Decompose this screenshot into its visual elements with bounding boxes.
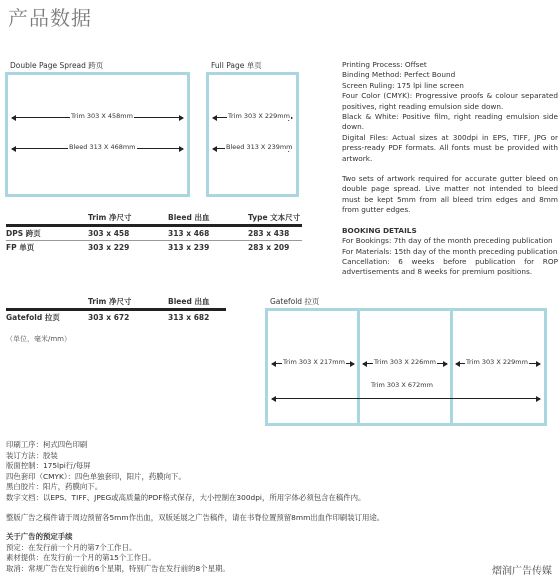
fp-trim-label: Trim 303 X 229mm xyxy=(228,112,290,120)
zh-spec-line: 装订方法：胶装 xyxy=(6,450,58,460)
size-table-header xyxy=(6,210,88,226)
dps-bleed-label: Bleed 313 X 468mm xyxy=(69,143,136,151)
booking-line: Cancellation: 6 weeks before publication for ROP advertisements and 8 weeks for premium positions. xyxy=(342,256,558,277)
zh-specs-block xyxy=(6,440,546,575)
gatefold-trim3-label: Trim 303 X 229mm xyxy=(466,358,528,366)
table-cell: 303 x 229 xyxy=(88,241,168,255)
table-cell: 283 x 438 xyxy=(248,229,290,238)
zh-spec-line: 印刷工序：柯式四色印刷 xyxy=(6,440,88,449)
gatefold-total-label: Trim 303 X 672mm xyxy=(371,381,433,389)
gatefold-table-header: Trim 净尺寸 xyxy=(88,294,168,310)
gatefold-table-header: Bleed 出血 xyxy=(168,294,226,310)
table-cell: DPS 跨页 xyxy=(6,229,41,238)
zh-spec-line: 数字文档：以EPS、TIFF、JPEG或高质量的PDF格式保存，大小控制在300dpi，所用字体必须包含在稿件内。 xyxy=(6,492,366,502)
booking-line: For Materials: 15th day of the month preceding publication xyxy=(342,246,558,256)
brand-name: 熠润广告传媒 xyxy=(492,566,552,577)
page-title: 产品数据 xyxy=(8,6,92,30)
spec-line: Printing Process: Offset xyxy=(342,60,427,69)
spec-digital: Digital Files: Actual sizes at 300dpi in EPS, TIFF, JPG or press-ready PDF formats. All fonts must be provided with artwork. xyxy=(342,132,558,163)
zh-booking-line: 素材提供：在发行前一个月的第15个工作日。 xyxy=(6,553,156,563)
gatefold-divider xyxy=(450,311,453,423)
table-row xyxy=(6,241,302,255)
table-cell: 303 x 672 xyxy=(88,313,130,322)
dps-label: Double Page Spread 跨页 xyxy=(10,61,104,70)
size-table-header: Bleed 出血 xyxy=(168,210,248,226)
gatefold-label: Gatefold 拉页 xyxy=(270,297,320,306)
zh-booking-line: 预定：在发行前一个月的第7个工作日。 xyxy=(6,542,137,552)
booking-line: For Bookings: 7th day of the month preceding publication xyxy=(342,236,553,246)
zh-spec-line: 黑白胶片：阳片，药膜向下。 xyxy=(6,482,103,492)
table-cell: 313 x 239 xyxy=(168,241,248,255)
table-cell: 313 x 682 xyxy=(168,313,210,322)
spec-line: Screen Ruling: 175 lpi line screen xyxy=(342,80,464,90)
table-cell: FP 单页 xyxy=(6,241,88,255)
spec-four-color: Four Color (CMYK): Progressive proofs & colour separated positives, right reading emulsion side down. xyxy=(342,91,558,111)
dps-trim-label: Trim 303 X 458mm xyxy=(71,112,133,120)
size-table-header: Trim 净尺寸 xyxy=(88,210,168,226)
dps-frame xyxy=(5,72,190,197)
spec-line: Binding Method: Perfect Bound xyxy=(342,70,456,80)
size-table xyxy=(6,210,302,254)
specs-block xyxy=(342,60,558,278)
gatefold-total-arrow xyxy=(272,398,540,399)
gatefold-trim1-label: Trim 303 X 217mm xyxy=(283,358,345,366)
gatefold-table xyxy=(6,294,226,324)
spec-bw: Black & White: Positive film, right reading emulsion side down. xyxy=(342,112,558,132)
fp-frame xyxy=(206,72,299,197)
zh-spec-line: 四色套印（CMYK）：四色单独套印，阳片，药膜向下。 xyxy=(6,471,186,481)
table-cell: 283 x 209 xyxy=(248,241,302,255)
zh-note: 整版广告之稿件请于周边预留各5mm作出血，双版延展之广告稿件，请在书脊位置预留8mm出血作印刷装订用途。 xyxy=(6,512,385,522)
zh-spec-line: 版面控制：175lpi行/每屏 xyxy=(6,461,91,471)
gatefold-trim2-label: Trim 303 X 226mm xyxy=(374,358,436,366)
zh-booking-line: 取消：常规广告在发行前的6个星期，特别广告在发行前的8个星期。 xyxy=(6,563,230,573)
table-cell: 313 x 468 xyxy=(168,229,210,238)
unit-note: （单位，毫米/mm） xyxy=(6,335,71,343)
gatefold-divider xyxy=(357,311,360,423)
table-row xyxy=(6,226,302,241)
artwork-note: Two sets of artwork required for accurate gutter bleed on double page spread. Live matter not intended to bleed must be kept 5mm from all bleed trim edges and 8mm from gutter edges. xyxy=(342,174,558,215)
fp-label: Full Page 单页 xyxy=(211,61,262,70)
size-table-header: Type 文本尺寸 xyxy=(248,210,302,226)
zh-booking-title: 关于广告的预定手续 xyxy=(6,532,73,542)
table-cell: 303 x 458 xyxy=(88,229,130,238)
fp-bleed-label: Bleed 313 X 239mm xyxy=(226,143,293,151)
table-cell: Gatefold 拉页 xyxy=(6,313,60,322)
gatefold-table-header xyxy=(6,294,88,310)
table-row xyxy=(6,310,226,325)
gatefold-frame xyxy=(265,308,547,426)
booking-title: BOOKING DETAILS xyxy=(342,225,417,235)
